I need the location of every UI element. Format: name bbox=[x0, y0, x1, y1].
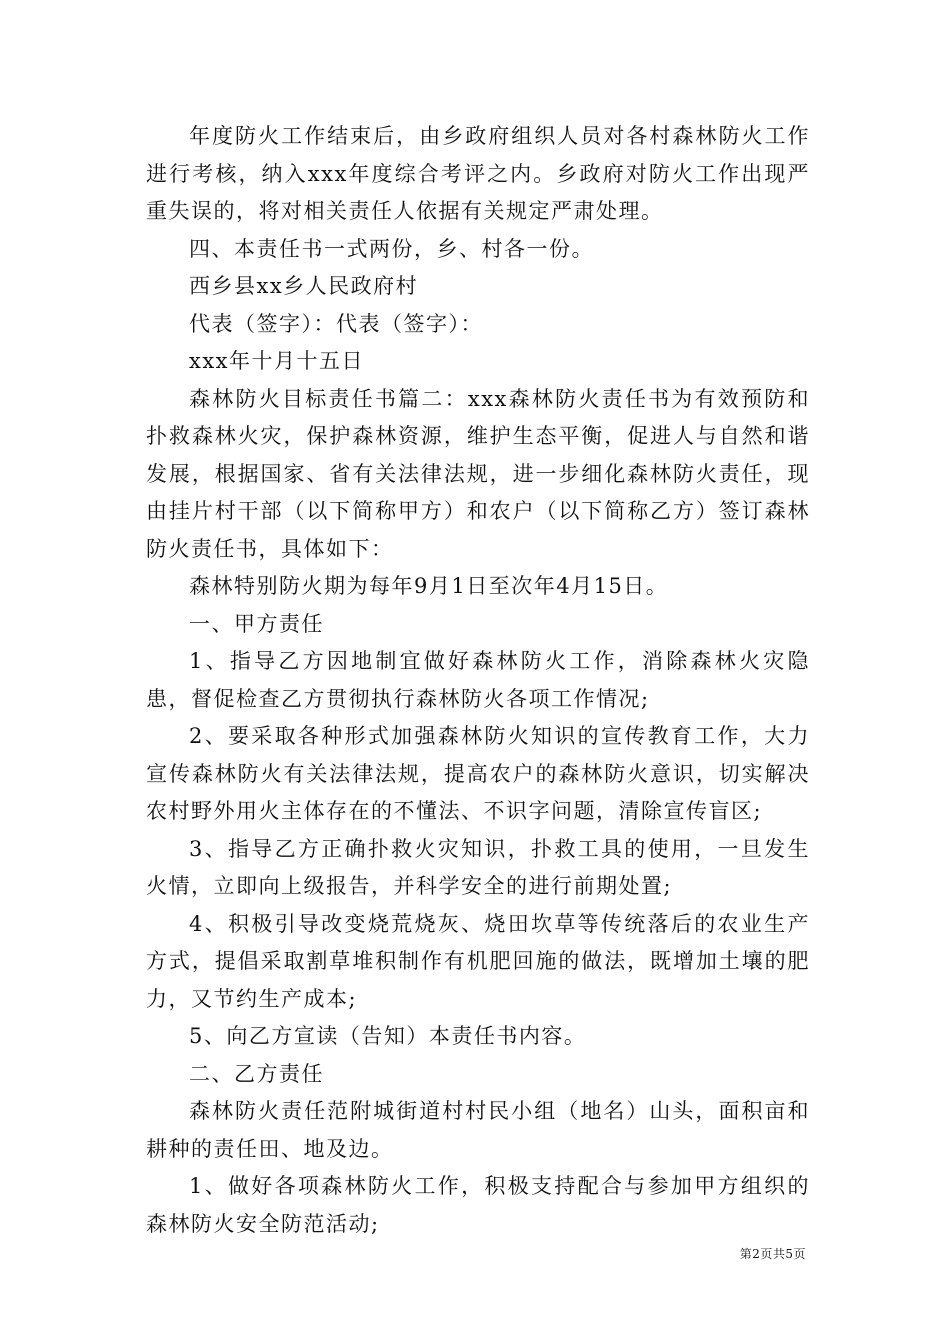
paragraph-party-a-item-1: 1、指导乙方因地制宜做好森林防火工作，消除森林火灾隐患，督促检查乙方贯彻执行森林防火各项工作情况; bbox=[146, 649, 810, 711]
paragraph-fire-period: 森林特别防火期为每年9月1日至次年4月15日。 bbox=[189, 574, 669, 598]
paragraph-party-a-item-2: 2、要采取各种形式加强森林防火知识的宣传教育工作，大力宣传森林防火有关法律法规，提高农户的森林防火意识，切实解决农村野外用火主体存在的不懂法、不识字问题，清除宣传盲区; bbox=[146, 724, 810, 823]
page-number: 第2页共5页 bbox=[739, 1247, 806, 1261]
paragraph-party-b-item-1: 1、做好各项森林防火工作，积极支持配合与参加甲方组织的森林防火安全防范活动; bbox=[146, 1174, 810, 1236]
paragraph-date: xxx年十月十五日 bbox=[189, 349, 365, 373]
heading-party-b: 二、乙方责任 bbox=[189, 1061, 324, 1086]
paragraph-party-b-scope: 森林防火责任范附城街道村村民小组（地名）山头，面积亩和耕种的责任田、地及边。 bbox=[146, 1099, 810, 1161]
paragraph-government: 西乡县xx乡人民政府村 bbox=[189, 274, 419, 298]
paragraph-party-a-item-4: 4、积极引导改变烧荒烧灰、烧田坎草等传统落后的农业生产方式，提倡采取割草堆积制作有机肥回施的做法，既增加土壤的肥力，又节约生产成本; bbox=[146, 911, 810, 1011]
paragraph-part-two-intro: 森林防火目标责任书篇二：xxx森林防火责任书为有效预防和扑救森林火灾，保护森林资源，维护生态平衡，促进人与自然和谐发展，根据国家、省有关法律法规，进一步细化森林防火责任，现由挂片村干部（以下简称甲方）和农户（以下简称乙方）签订森林防火责任书，具体如下： bbox=[146, 386, 810, 561]
paragraph-party-a-item-3: 3、指导乙方正确扑救火灾知识，扑救工具的使用，一旦发生火情，立即向上级报告，并科学安全的进行前期处置; bbox=[146, 836, 810, 898]
document-body bbox=[146, 118, 810, 1243]
paragraph-copies: 四、本责任书一式两份，乡、村各一份。 bbox=[189, 236, 594, 261]
paragraph-assessment: 年度防火工作结束后，由乡政府组织人员对各村森林防火工作进行考核，纳入xxx年度综合考评之内。乡政府对防火工作出现严重失误的，将对相关责任人依据有关规定严肃处理。 bbox=[146, 124, 810, 223]
heading-party-a: 一、甲方责任 bbox=[189, 611, 324, 636]
paragraph-signatures: 代表（签字）：代表（签字）： bbox=[189, 311, 483, 336]
paragraph-party-a-item-5: 5、向乙方宣读（告知）本责任书内容。 bbox=[189, 1024, 587, 1048]
